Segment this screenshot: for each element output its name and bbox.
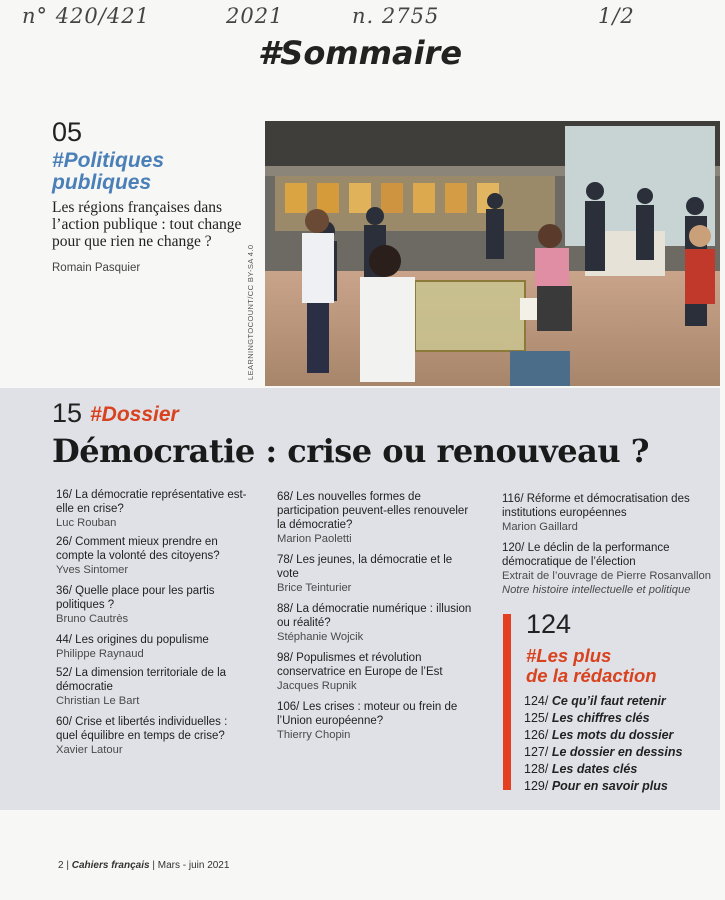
footer-separator: | [152, 860, 155, 871]
footer-separator: | [66, 860, 69, 871]
plus-item-page: 124/ [524, 694, 549, 708]
toc-title: 68/ Les nouvelles formes de participation peuvent-elles renouveler la démocratie? [277, 491, 469, 531]
toc-item [277, 651, 477, 693]
feature-title: Les régions françaises dans l’action publique : tout change pour que rien ne change ? [52, 199, 242, 250]
voting-hall-photo [265, 121, 720, 386]
toc-title: 52/ La dimension territoriale de la démocratie [56, 667, 227, 693]
plus-item-page: 128/ [524, 762, 549, 776]
toc-title: 26/ Comment mieux prendre en compte la volonté des citoyens? [56, 536, 220, 562]
feature-rubric-line2: publiques [52, 171, 152, 194]
toc-author: Extrait de l’ouvrage de Pierre Rosanvallon [502, 570, 711, 582]
toc-author: Philippe Raynaud [56, 648, 144, 660]
toc-title: 88/ La démocratie numérique : illusion ou réalité? [277, 603, 472, 629]
toc-item [56, 488, 251, 530]
toc-author: Brice Teinturier [277, 582, 352, 594]
toc-book-title: Notre histoire intellectuelle et politique [502, 584, 691, 596]
plus-item-label: Pour en savoir plus [551, 779, 668, 793]
toc-item [502, 492, 712, 534]
plus-item [524, 694, 666, 708]
plus-item-page: 127/ [524, 745, 549, 759]
plus-item [524, 711, 650, 725]
plus-item-label: Les chiffres clés [551, 711, 650, 725]
toc-title: 116/ Réforme et démocratisation des institutions européennes [502, 493, 690, 519]
plus-title-line2: de la rédaction [526, 665, 657, 686]
toc-author: Marion Paoletti [277, 533, 352, 545]
dossier-page-number: 15 [52, 398, 83, 428]
plus-title [526, 646, 657, 686]
plus-item-label: Ce qu’il faut retenir [551, 694, 666, 708]
toc-item [277, 553, 477, 595]
toc-item [56, 715, 251, 757]
photo-credit: LEARNINGTOCOUNT/CC BY-SA 4.0 [246, 244, 255, 380]
toc-author: Christian Le Bart [56, 695, 140, 707]
toc-title: 78/ Les jeunes, la démocratie et le vote [277, 554, 453, 580]
dossier-label: #Dossier [90, 403, 179, 426]
handwritten-year: 2021 [226, 4, 284, 28]
toc-item [56, 633, 251, 661]
feature-author: Romain Pasquier [52, 262, 141, 274]
toc-item [56, 666, 251, 708]
toc-author: Marion Gaillard [502, 521, 578, 533]
plus-item [524, 762, 637, 776]
toc-item [56, 584, 251, 626]
footer-publication: Cahiers français [71, 860, 150, 871]
plus-page-number: 124 [526, 609, 572, 639]
page-footer [58, 860, 229, 871]
dossier-title: Démocratie : crise ou renouveau ? [52, 432, 649, 470]
plus-item-page: 126/ [524, 728, 549, 742]
footer-page-number: 2 [58, 860, 64, 871]
feature-rubric [52, 150, 164, 194]
toc-title: 60/ Crise et libertés individuelles : quel équilibre en temps de crise? [56, 716, 228, 742]
toc-title: 36/ Quelle place pour les partis politiques ? [56, 585, 215, 611]
plus-accent-bar [503, 614, 511, 790]
toc-author: Thierry Chopin [277, 729, 351, 741]
toc-author: Yves Sintomer [56, 564, 129, 576]
toc-item [56, 535, 251, 577]
toc-author: Stéphanie Wojcik [277, 631, 364, 643]
toc-item [277, 602, 477, 644]
toc-author: Xavier Latour [56, 744, 123, 756]
voting-hall-illustration [265, 121, 720, 386]
plus-item-page: 129/ [524, 779, 549, 793]
handwritten-number: n. 2755 [352, 4, 440, 28]
footer-date: Mars - juin 2021 [157, 860, 230, 871]
plus-item-label: Le dossier en dessins [551, 745, 683, 759]
toc-title: 44/ Les origines du populisme [56, 634, 209, 646]
plus-item-label: Les dates clés [551, 762, 638, 776]
toc-title: 16/ La démocratie représentative est-elle en crise? [56, 489, 247, 515]
plus-title-line1: #Les plus [526, 645, 612, 666]
toc-title: 106/ Les crises : moteur ou frein de l’Union européenne? [277, 701, 458, 727]
feature-rubric-line1: #Politiques [52, 149, 165, 172]
feature-page-number: 05 [52, 117, 83, 147]
toc-author: Luc Rouban [56, 517, 117, 529]
page-title: #Sommaire [258, 34, 463, 72]
toc-item [277, 490, 477, 546]
toc-item [502, 541, 712, 597]
plus-item-page: 125/ [524, 711, 549, 725]
toc-title: 98/ Populismes et révolution conservatrice en Europe de l’Est [277, 652, 443, 678]
plus-item [524, 779, 668, 793]
handwritten-page: 1/2 [598, 4, 635, 28]
plus-item-label: Les mots du dossier [551, 728, 674, 742]
plus-item [524, 728, 673, 742]
handwritten-reference: n° 420/421 [22, 4, 150, 28]
toc-author: Bruno Cautrès [56, 613, 129, 625]
toc-author: Jacques Rupnik [277, 680, 357, 692]
plus-item [524, 745, 682, 759]
toc-item [277, 700, 477, 742]
toc-title: 120/ Le déclin de la performance démocratique de l’élection [502, 542, 670, 568]
